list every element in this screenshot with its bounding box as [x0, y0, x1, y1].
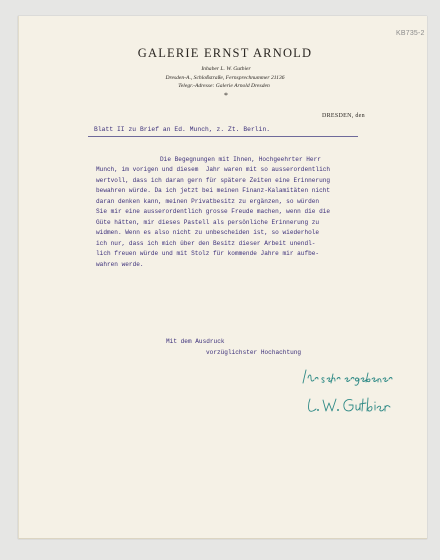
body-line: Die Begegnungen mit Ihnen, Hochgeehrter Herr [160, 156, 321, 163]
body-line: lich freuen würde und mit Stolz für kommende Jahre mir aufbe- [96, 250, 320, 258]
gallery-name: GALERIE ERNST ARNOLD [137, 46, 313, 60]
body-line: ich nur, dass ich mich über den Besitz dieser Arbeit unendl- [96, 239, 316, 247]
closing-line-2: vorzüglichster Hochachtung [206, 348, 302, 356]
gallery-owner: Inhaber L. W. Gutbier [201, 66, 251, 72]
body-line: Munch, im vorigen und diesem Jahr waren mit so ausserordentlich [96, 166, 331, 174]
letter-body [96, 155, 406, 270]
reference-line: Blatt II zu Brief an Ed. Munch, z. Zt. Berlin. [94, 126, 271, 133]
letterhead [0, 46, 440, 100]
closing [166, 337, 301, 358]
place-date: DRESDEN, den [322, 113, 365, 119]
body-line: Güte hätten, mir dieses Pastell als persönliche Erinnerung zu [96, 218, 320, 226]
body-line: Sie mir eine ausserordentlich grosse Freude machen, wenn die die [96, 208, 331, 216]
handwritten-signature [300, 366, 400, 426]
body-line: wertvoll, dass ich daran gern für spätere Zeiten eine Erinnerung [96, 176, 331, 184]
body-line: daran denken kann, meinen Privatbesitz zu ergänzen, so würden [96, 197, 320, 205]
body-line: bewahren würde. Da ich jetzt bei meinen Finanz-Kalamitäten nicht [96, 187, 331, 195]
reference-underline [88, 136, 358, 137]
closing-line-1: Mit dem Ausdruck [166, 338, 225, 345]
signature-drawing [300, 366, 400, 426]
archive-number: KB735-2 [396, 30, 425, 37]
gallery-address: Dresden-A., Schloßstraße, Fernsprechnummer 21136 [165, 75, 285, 81]
body-line: widmen. Wenn es also nicht zu unbescheiden ist, so wiederhole [96, 229, 320, 237]
telegram-address: Telegr.-Adresse: Galerie Arnold Dresden [178, 83, 270, 89]
body-line: wahren werde. [96, 260, 144, 268]
star-ornament: * [224, 91, 228, 100]
